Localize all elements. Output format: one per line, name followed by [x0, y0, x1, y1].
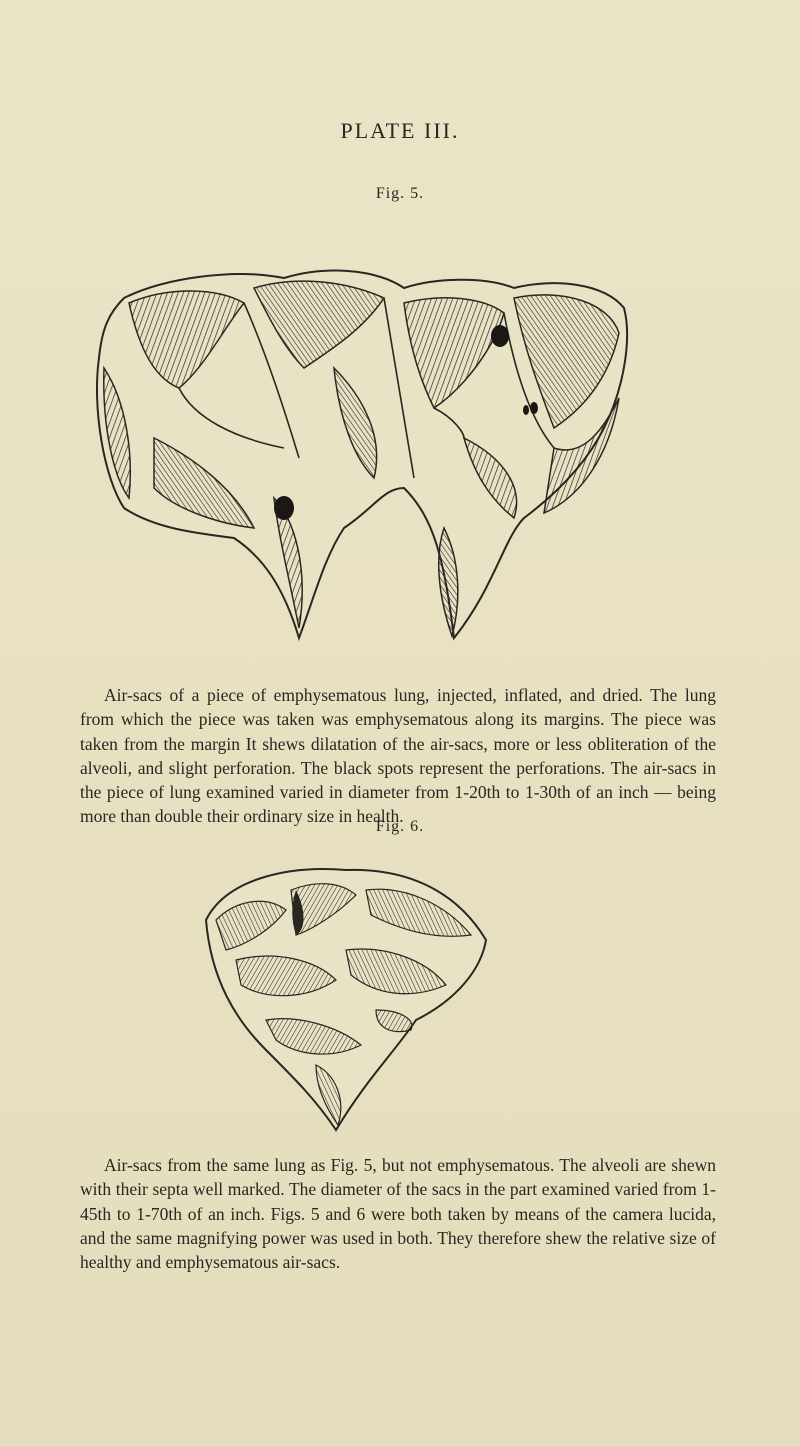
- plate-title: PLATE III.: [340, 118, 460, 143]
- fig5-label: Fig. 5.: [375, 185, 425, 202]
- perforation-spot: [274, 496, 294, 520]
- fig5-caption: Air-sacs of a piece of emphysematous lung, injected, inflated, and dried. The lung from which the piece was taken was emphysematous along its margins. The piece was taken from the margin It shews dilatation of the air-sacs, more or less obliteration of the alveoli, and slight perforation. The black spots represent the perforations. The air-sacs in the piece of lung examined varied in diameter from 1-20th to 1-30th of an inch — being more than double their ordinary size in health.: [80, 685, 716, 827]
- fig6-caption: Air-sacs from the same lung as Fig. 5, but not emphysematous. The alveoli are shewn with their septa well marked. The diameter of the sacs in the part examined varied from 1-45th to 1-70th of an inch. Figs. 5 and 6 were both taken by means of the camera lucida, and the same magnifying power was used in both. They therefore shew the relative size of healthy and emphysematous air-sacs.: [80, 1155, 716, 1273]
- fig6-label: Fig. 6.: [375, 818, 425, 835]
- perforation-spot: [491, 325, 509, 347]
- fig5-illustration: [84, 258, 632, 642]
- perforation-spot: [523, 405, 529, 415]
- fig6-illustration: [196, 850, 494, 1136]
- perforation-spot: [530, 402, 538, 414]
